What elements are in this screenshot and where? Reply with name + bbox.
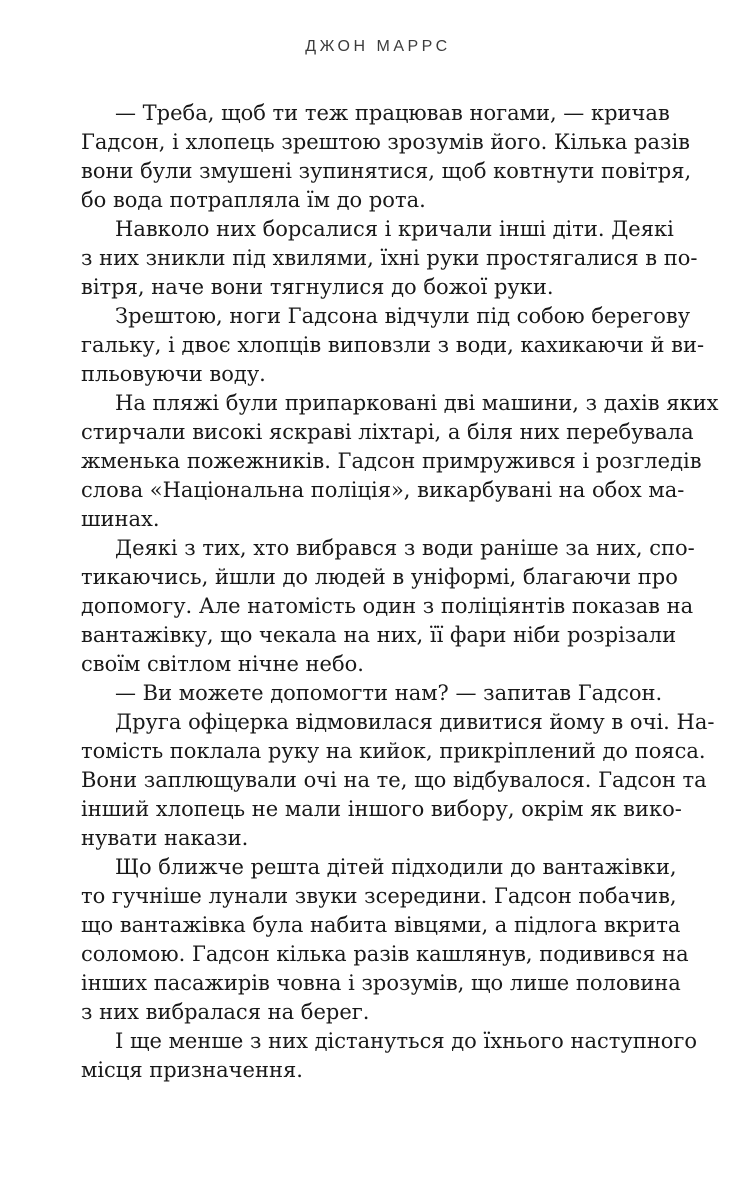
text-line: Деякі з тих, хто вибрався з води раніше за них, спо- bbox=[115, 536, 695, 560]
paragraph bbox=[81, 302, 705, 389]
paragraph bbox=[81, 389, 719, 534]
text-line: — Треба, щоб ти теж працював ногами, — кричав bbox=[115, 101, 670, 125]
text-line: пльовуючи воду. bbox=[81, 362, 266, 386]
text-line: І ще менше з них дістануться до їхнього наступного bbox=[115, 1029, 697, 1053]
text-line: жменька пожежників. Гадсон примружився і розгледів bbox=[81, 449, 702, 473]
text-line: вантажівку, що чекала на них, її фари ніби розрізали bbox=[81, 623, 677, 647]
text-line: вітря, наче вони тягнулися до божої руки. bbox=[81, 275, 554, 299]
text-line: то гучніше лунали звуки зсередини. Гадсон побачив, bbox=[81, 884, 677, 908]
text-line: допомогу. Але натомість один з поліціянтів показав на bbox=[81, 594, 694, 618]
paragraph bbox=[81, 708, 715, 853]
paragraph bbox=[81, 853, 689, 1027]
text-line: місця призначення. bbox=[81, 1058, 303, 1082]
text-line: бо вода потрапляла їм до рота. bbox=[81, 188, 426, 212]
text-line: тикаючись, йшли до людей в уніформі, благаючи про bbox=[81, 565, 678, 589]
text-line: На пляжі були припарковані дві машини, з дахів яких bbox=[115, 391, 719, 415]
text-line: вони були змушені зупинятися, щоб ковтнути повітря, bbox=[81, 159, 692, 183]
text-line: з них зникли під хвилями, їхні руки простягалися в по- bbox=[81, 246, 698, 270]
paragraph bbox=[81, 1027, 697, 1085]
text-line: Що ближче решта дітей підходили до вантажівки, bbox=[115, 855, 677, 879]
text-line: томість поклала руку на кийок, прикріплений до пояса. bbox=[81, 739, 706, 763]
text-line: стирчали високі яскраві ліхтарі, а біля них перебувала bbox=[81, 420, 694, 444]
paragraph bbox=[81, 534, 695, 679]
text-line: Гадсон, і хлопець зрештою зрозумів його. Кілька разів bbox=[81, 130, 690, 154]
paragraph bbox=[81, 215, 698, 302]
text-line: нувати накази. bbox=[81, 826, 249, 850]
text-line: інший хлопець не мали іншого вибору, окрім як вико- bbox=[81, 797, 682, 821]
text-line: Вони заплющували очі на те, що відбувалося. Гадсон та bbox=[81, 768, 707, 792]
text-line: соломою. Гадсон кілька разів кашлянув, подивився на bbox=[81, 942, 689, 966]
text-line: інших пасажирів човна і зрозумів, що лише половина bbox=[81, 971, 681, 995]
running-head-author: ДЖОН МАРРС bbox=[305, 38, 451, 55]
text-line: що вантажівка була набита вівцями, а підлога вкрита bbox=[81, 913, 681, 937]
text-line: слова «Національна поліція», викарбувані на обох ма- bbox=[81, 478, 685, 502]
paragraph bbox=[81, 99, 692, 215]
text-line: своїм світлом нічне небо. bbox=[81, 652, 364, 676]
text-line: шинах. bbox=[81, 507, 160, 531]
text-line: Навколо них борсалися і кричали інші діти. Деякі bbox=[115, 217, 674, 241]
text-block bbox=[81, 99, 719, 1085]
text-line: Зрештою, ноги Гадсона відчули під собою берегову bbox=[115, 304, 691, 328]
text-line: гальку, і двоє хлопців виповзли з води, кахикаючи й ви- bbox=[81, 333, 705, 357]
paragraph bbox=[81, 679, 663, 708]
text-line: з них вибралася на берег. bbox=[81, 1000, 370, 1024]
text-line: Друга офіцерка відмовилася дивитися йому в очі. На- bbox=[115, 710, 715, 734]
text-line: — Ви можете допомогти нам? — запитав Гадсон. bbox=[115, 681, 663, 705]
